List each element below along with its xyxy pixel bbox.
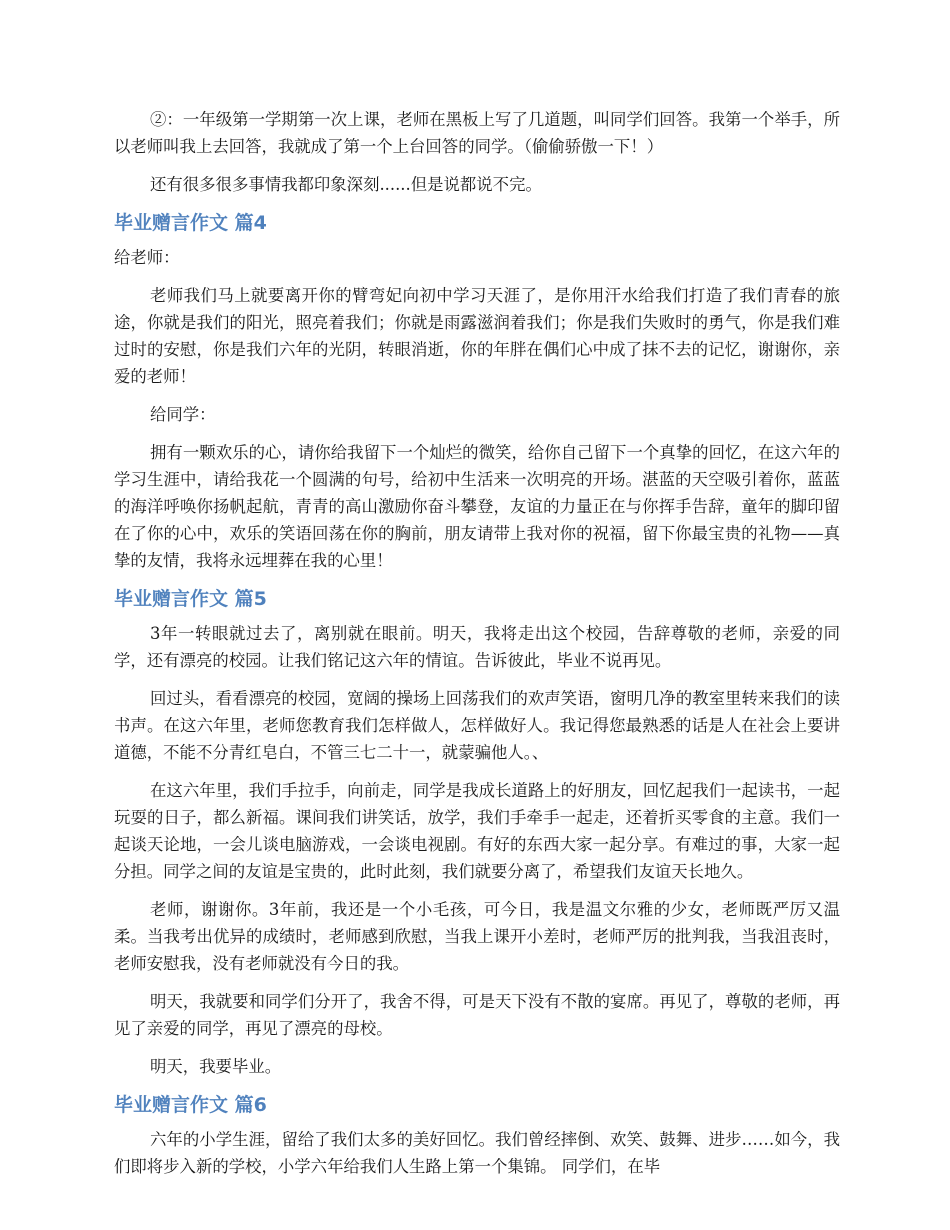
paragraph: 拥有一颗欢乐的心，请你给我留下一个灿烂的微笑，给你自己留下一个真挚的回忆，在这六年的学习生涯中，请给我花一个圆满的句号，给初中生活来一次明亮的开场。湛蓝的天空吸引着你，蓝蓝的海洋呼唤你扬帆起航，青青的高山激励你奋斗攀登，友谊的力量正在与你挥手告辞，童年的脚印留在了你的心中，欢乐的笑语回荡在你的胸前，朋友请带上我对你的祝福，留下你最宝贵的礼物——真挚的友情，我将永远埋葬在我的心里！ <box>114 443 840 570</box>
paragraph: 回过头，看看漂亮的校园，宽阔的操场上回荡我们的欢声笑语，窗明几净的教室里转来我们的读书声。在这六年里，老师您教育我们怎样做人，怎样做好人。我记得您最熟悉的话是人在社会上要讲道德，不能不分青红皂白，不管三七二十一，就蒙骗他人。、 <box>114 689 840 762</box>
salutation-classmates: 给同学： <box>150 405 216 424</box>
paragraph: 明天，我就要和同学们分开了，我舍不得，可是天下没有不散的宴席。再见了，尊敬的老师，再见了亲爱的同学，再见了漂亮的母校。 <box>114 992 840 1038</box>
section-heading: 毕业赠言作文 篇6 <box>114 1094 267 1116</box>
paragraph: 老师，谢谢你。3年前，我还是一个小毛孩，可今日，我是温文尔雅的少女，老师既严厉又温柔。当我考出优异的成绩时，老师感到欣慰，当我上课开小差时，老师严厉的批判我，当我沮丧时，老师安慰我，没有老师就没有今日的我。 <box>114 900 840 973</box>
paragraph: ②：一年级第一学期第一次上课，老师在黑板上写了几道题，叫同学们回答。我第一个举手，所以老师叫我上去回答，我就成了第一个上台回答的同学。（偷偷骄傲一下！） <box>114 110 840 156</box>
salutation-teacher: 给老师： <box>114 248 180 267</box>
document-page <box>114 106 840 1191</box>
paragraph: 3年一转眼就过去了，离别就在眼前。明天，我将走出这个校园，告辞尊敬的老师，亲爱的同学，还有漂亮的校园。让我们铭记这六年的情谊。告诉彼此，毕业不说再见。 <box>114 624 840 670</box>
paragraph: 在这六年里，我们手拉手，向前走，同学是我成长道路上的好朋友，回忆起我们一起读书，一起玩耍的日子，都么新福。课间我们讲笑话，放学，我们手牵手一起走，还着折买零食的主意。我们一起谈天论地，一会儿谈电脑游戏，一会谈电视剧。有好的东西大家一起分享。有难过的事，大家一起分担。同学之间的友谊是宝贵的，此时此刻，我们就要分离了，希望我们友谊天长地久。 <box>114 781 840 881</box>
paragraph: 还有很多很多事情我都印象深刻......但是说都说不完。 <box>150 175 542 194</box>
paragraph: 老师我们马上就要离开你的臂弯妃向初中学习天涯了，是你用汗水给我们打造了我们青春的旅途，你就是我们的阳光，照亮着我们；你就是雨露滋润着我们；你是我们失败时的勇气，你是我们难过时的安慰，你是我们六年的光阴，转眼消逝，你的年胖在偶们心中成了抹不去的记忆，谢谢你，亲爱的老师！ <box>114 286 840 386</box>
section-heading: 毕业赠言作文 篇5 <box>114 588 267 610</box>
paragraph: 明天，我要毕业。 <box>150 1057 282 1076</box>
section-heading: 毕业赠言作文 篇4 <box>114 212 267 234</box>
paragraph: 六年的小学生涯，留给了我们太多的美好回忆。我们曾经摔倒、欢笑、鼓舞、进步……如今，我们即将步入新的学校，小学六年给我们人生路上第一个集锦。 同学们，在毕 <box>114 1130 840 1176</box>
